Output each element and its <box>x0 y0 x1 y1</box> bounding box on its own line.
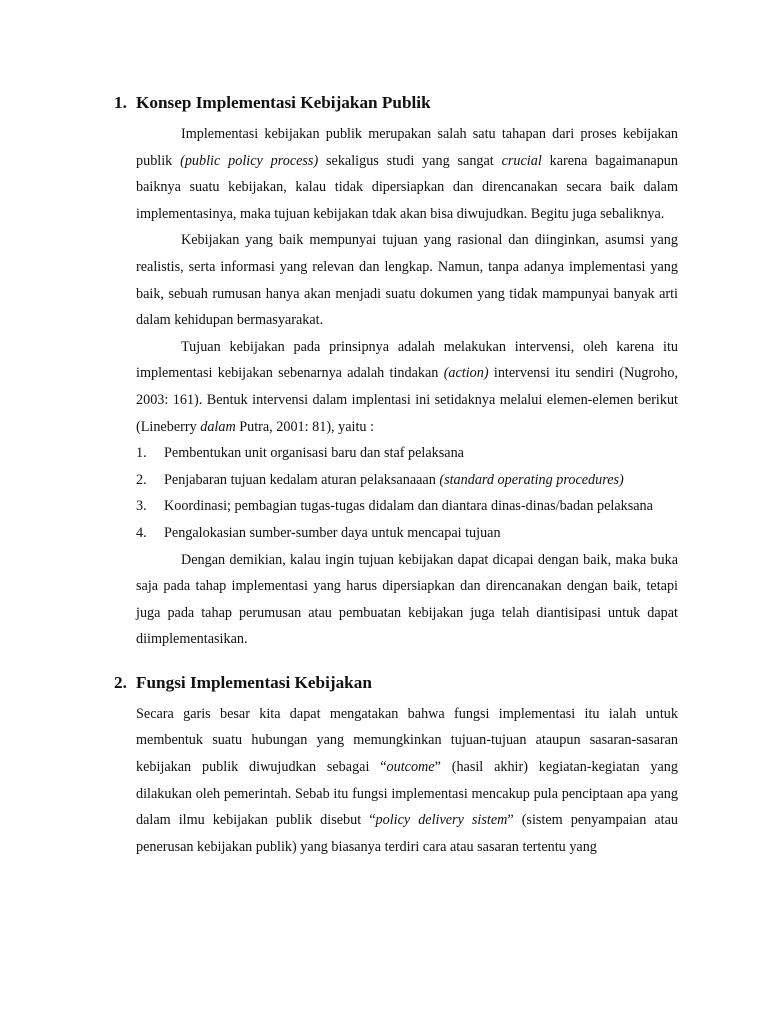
italic-term: outcome <box>386 759 435 776</box>
list-item-text: Penjabaran tujuan kedalam aturan pelaksanaaan <box>164 471 440 488</box>
intervention-elements-list <box>136 440 678 546</box>
italic-term: (public policy process) <box>180 152 319 169</box>
list-item-number: 4. <box>136 524 147 541</box>
section-1-paragraph-1 <box>136 121 678 227</box>
section-1-title: Konsep Implementasi Kebijakan Publik <box>136 93 431 112</box>
list-item-number: 2. <box>136 471 147 488</box>
section-1-paragraph-4: Dengan demikian, kalau ingin tujuan kebijakan dapat dicapai dengan baik, maka buka saja pada tahap implementasi yang harus dipersiapkan dan direncanakan dengan baik, tetapi juga pada tahap perumusan atau pembuatan kebijakan juga telah diantisipasi untuk dapat diimplementasikan. <box>136 551 678 648</box>
section-2-title: Fungsi Implementasi Kebijakan <box>136 672 372 692</box>
italic-term: (action) <box>443 365 489 382</box>
list-item-number: 3. <box>136 498 147 515</box>
text-run: Putra, 2001: 81), yaitu : <box>235 418 375 435</box>
italic-term: dalam <box>200 418 236 435</box>
section-2-heading <box>114 671 678 701</box>
section-2-paragraph-1 <box>136 701 678 861</box>
list-item-italic: (standard operating procedures) <box>439 471 624 488</box>
page-content <box>114 91 678 860</box>
list-item-text: Pembentukan unit organisasi baru dan staf pelaksana <box>164 445 464 462</box>
text-run: ” (hasil akhir) kegiatan-kegiatan yang dilakukan oleh pemerintah. Sebab itu fungsi implementasi mencakup pula penciptaan apa yang dalam ilmu kebijakan publik disebut “ <box>136 759 678 829</box>
list-item <box>136 493 678 520</box>
section-1-paragraph-2: Kebijakan yang baik mempunyai tujuan yang rasional dan diinginkan, asumsi yang realistis, serta informasi yang relevan dan lengkap. Namun, tanpa adanya implementasi yang baik, sebuah rumusan hanya akan menjadi suatu dokumen yang tidak mampunyai banyak arti dalam kehidupan bermasyarakat. <box>136 232 678 329</box>
list-item <box>136 440 678 467</box>
list-item-text: Koordinasi; pembagian tugas-tugas didalam dan diantara dinas-dinas/badan pelaksana <box>164 498 653 515</box>
list-item-number: 1. <box>136 445 147 462</box>
text-run: ” (sistem penyampaian atau penerusan kebijakan publik) yang biasanya terdiri cara atau sasaran tertentu yang <box>136 812 678 855</box>
text-run: karena bagaimanapun baiknya suatu kebijakan, kalau tidak dipersiapkan dan direncanakan secara baik dalam implementasinya, maka tujuan kebijakan tdak akan bisa diwujudkan. Begitu juga sebaliknya. <box>136 152 678 222</box>
list-item-text: Pengalokasian sumber-sumber daya untuk mencapai tujuan <box>164 524 501 541</box>
italic-term: policy delivery sistem <box>375 812 508 829</box>
section-2-number: 2. <box>114 672 127 692</box>
list-item <box>136 520 678 547</box>
section-1-paragraph-3 <box>136 334 678 440</box>
text-run: sekaligus studi yang sangat <box>318 152 502 169</box>
text-run: intervensi itu sendiri (Nugroho, 2003: 161). Bentuk intervensi dalam implentasi ini setidaknya melalui elemen-elemen berikut (Lineberry <box>136 365 678 435</box>
list-item <box>136 467 678 494</box>
text-run: Implementasi kebijakan publik merupakan salah satu tahapan dari proses kebijakan publik <box>136 126 678 169</box>
italic-term: crucial <box>501 152 542 169</box>
section-1-number: 1. <box>114 93 127 112</box>
text-run: Tujuan kebijakan pada prinsipnya adalah melakukan intervensi, oleh karena itu implementasi kebijakan sebenarnya adalah tindakan <box>136 338 678 382</box>
section-1-heading <box>114 91 678 121</box>
text-run: Secara garis besar kita dapat mengatakan bahwa fungsi implementasi itu ialah untuk membentuk suatu hubungan yang memungkinkan tujuan-tujuan ataupun sasaran-sasaran kebijakan publik diwujudkan sebagai “ <box>136 705 678 776</box>
